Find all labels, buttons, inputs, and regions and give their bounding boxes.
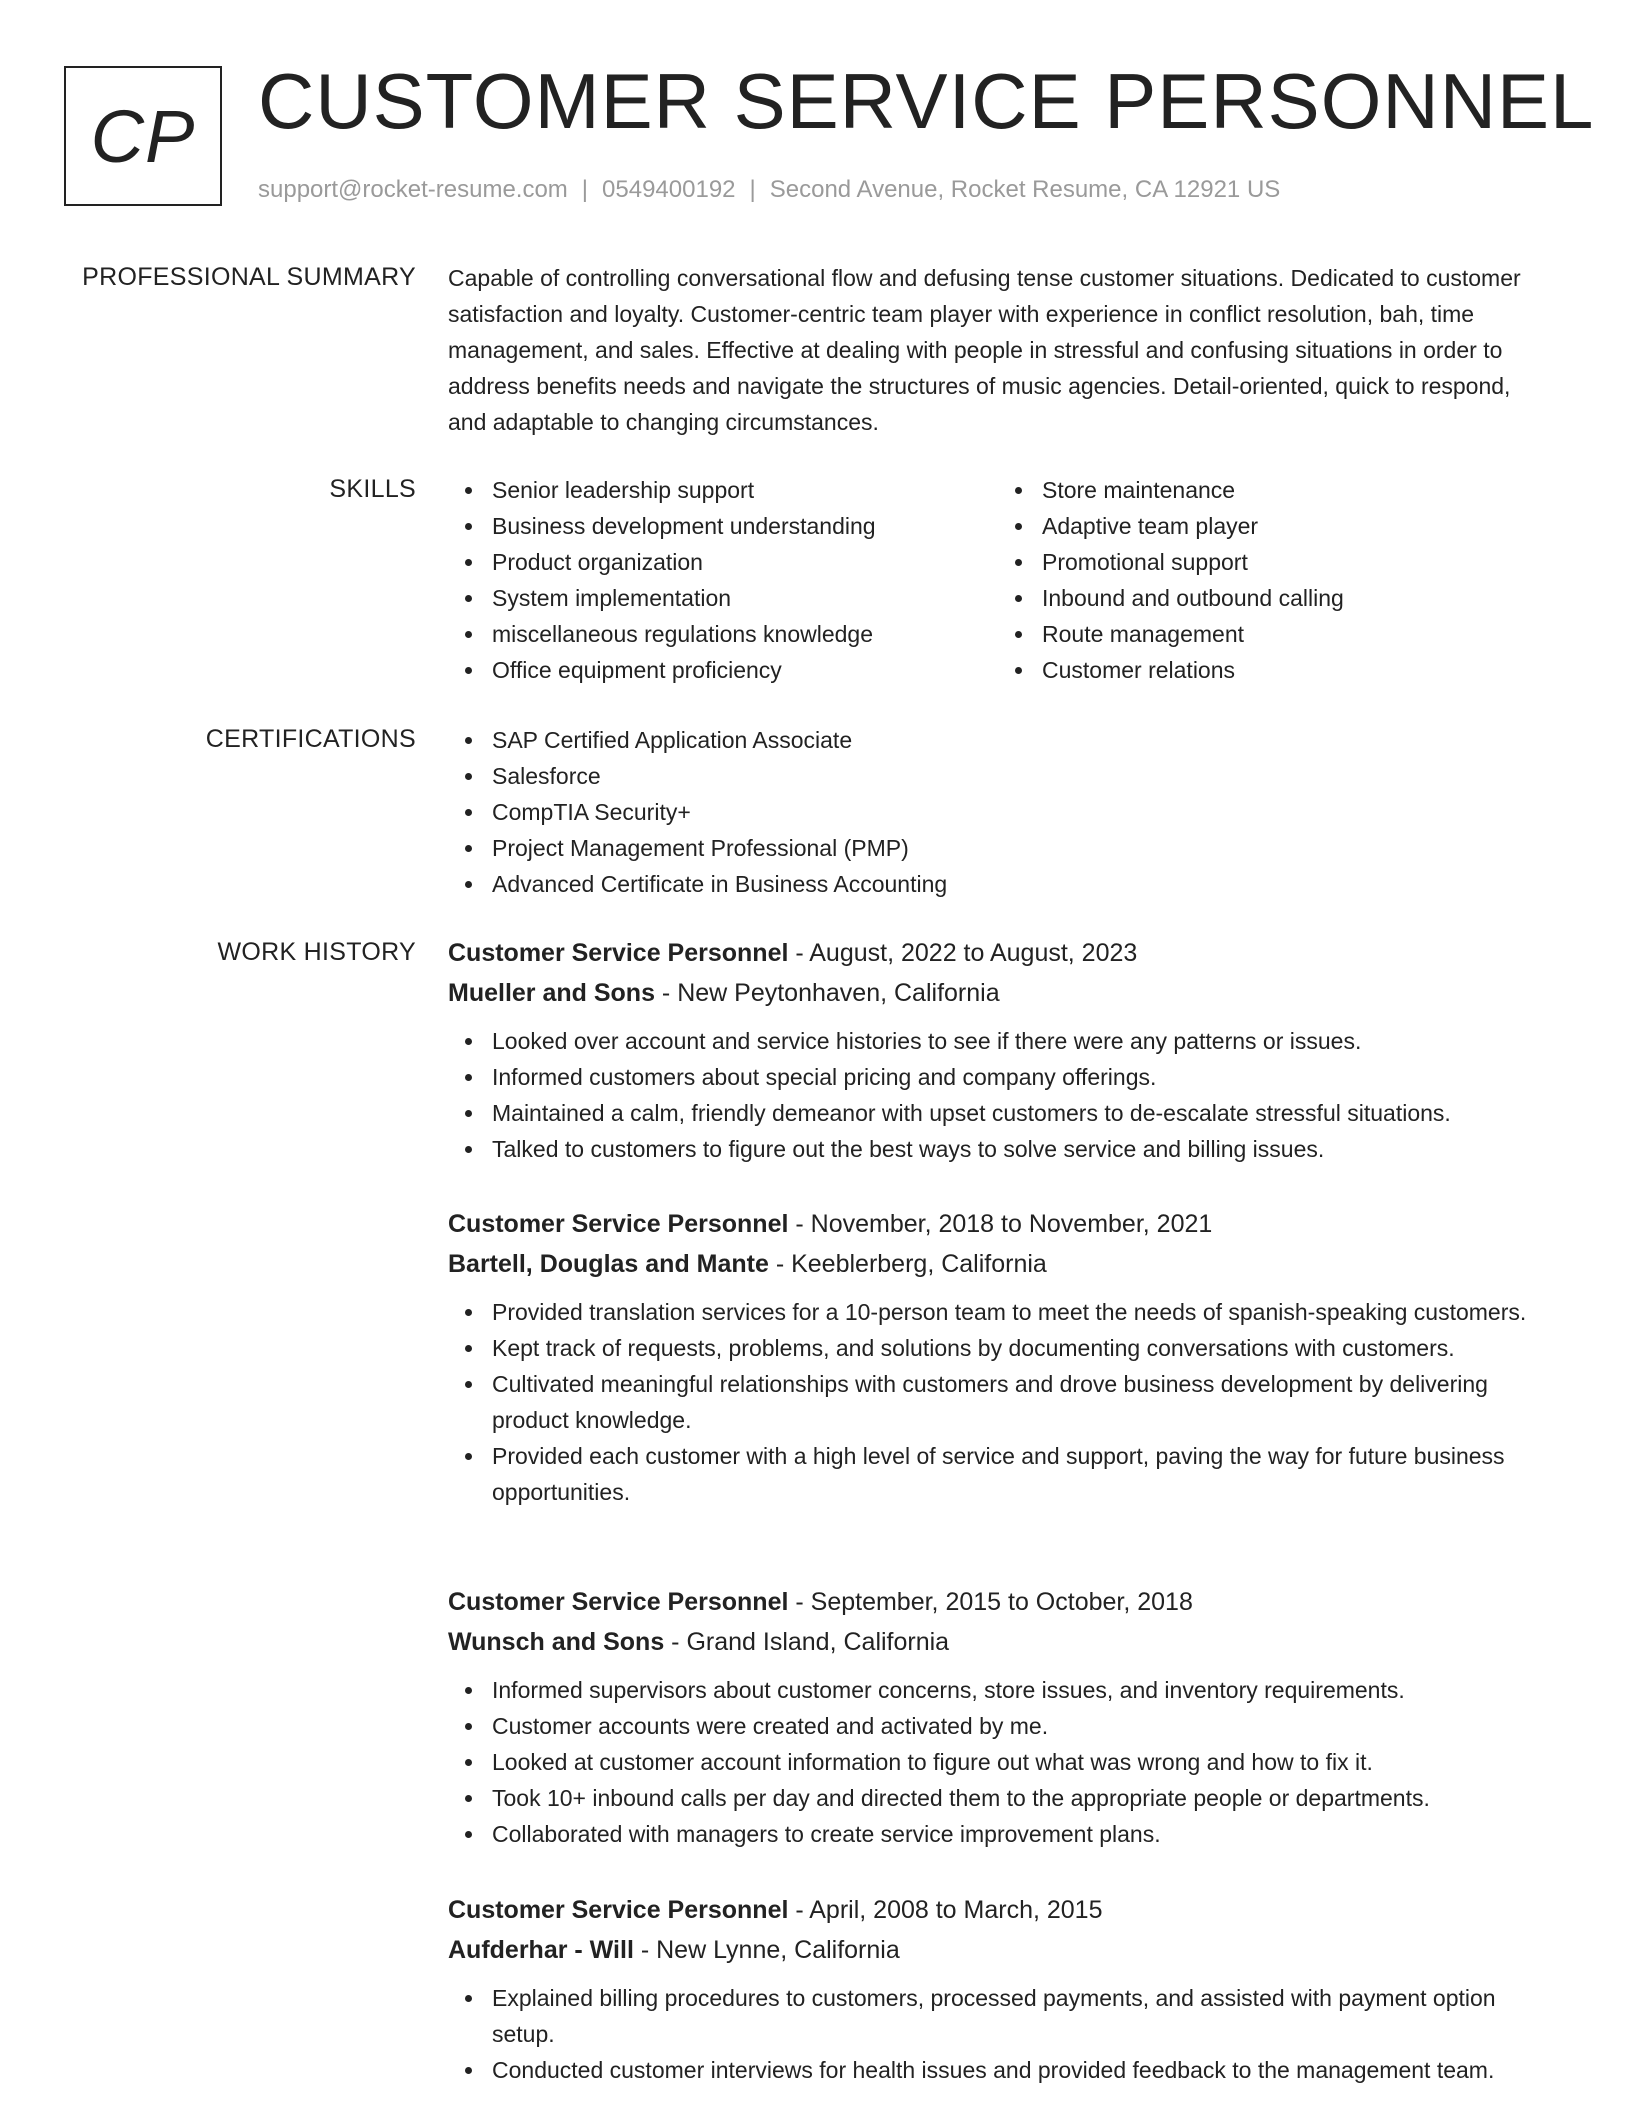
duty-item: Kept track of requests, problems, and solutions by documenting conversations with customers. — [448, 1330, 1548, 1366]
job-company-line — [448, 1930, 1548, 1970]
certifications-list — [448, 722, 1548, 902]
duty-item: Informed customers about special pricing and company offerings. — [448, 1059, 1548, 1095]
job-duties — [448, 1023, 1548, 1167]
skill-item: Route management — [998, 616, 1548, 652]
certification-item: SAP Certified Application Associate — [448, 722, 1548, 758]
duty-item: Informed supervisors about customer concerns, store issues, and inventory requirements. — [448, 1672, 1548, 1708]
job-company-line — [448, 973, 1548, 1013]
job-duties — [448, 1980, 1548, 2088]
skill-item: System implementation — [448, 580, 998, 616]
job-company: Mueller and Sons — [448, 979, 655, 1007]
section-label-work-history: WORK HISTORY — [217, 938, 416, 966]
job-company: Bartell, Douglas and Mante — [448, 1250, 769, 1278]
skill-item: Product organization — [448, 544, 998, 580]
job-title-line — [448, 1890, 1548, 1930]
certification-item: CompTIA Security+ — [448, 794, 1548, 830]
section-label-summary: PROFESSIONAL SUMMARY — [82, 263, 416, 291]
duty-item: Cultivated meaningful relationships with customers and drove business development by delivering product knowledge. — [448, 1366, 1548, 1438]
contact-separator: | — [581, 176, 589, 203]
job-entry — [448, 933, 1548, 1167]
skills-column-1 — [448, 472, 998, 688]
address: Second Avenue, Rocket Resume, CA 12921 US — [769, 176, 1281, 203]
job-location: - New Lynne, California — [633, 1936, 900, 1964]
job-company: Wunsch and Sons — [448, 1628, 665, 1656]
job-dates: - November, 2018 to November, 2021 — [788, 1210, 1213, 1238]
section-label-certifications: CERTIFICATIONS — [205, 725, 416, 753]
monogram-logo: CP — [64, 66, 222, 206]
page-title: CUSTOMER SERVICE PERSONNEL — [258, 57, 1595, 145]
job-entry — [448, 1582, 1548, 1852]
section-label-skills: SKILLS — [329, 475, 416, 503]
job-entry — [448, 1890, 1548, 2088]
skill-item: Office equipment proficiency — [448, 652, 998, 688]
skill-item: Promotional support — [998, 544, 1548, 580]
job-title: Customer Service Personnel — [448, 1210, 789, 1238]
job-location: - New Peytonhaven, California — [654, 979, 1000, 1007]
job-duties — [448, 1294, 1548, 1510]
job-dates: - April, 2008 to March, 2015 — [788, 1896, 1103, 1924]
duty-item: Looked at customer account information to figure out what was wrong and how to fix it. — [448, 1744, 1548, 1780]
job-company: Aufderhar - Will — [448, 1936, 634, 1964]
job-title-line — [448, 1204, 1548, 1244]
skill-item: Inbound and outbound calling — [998, 580, 1548, 616]
certification-item: Salesforce — [448, 758, 1548, 794]
job-dates: - September, 2015 to October, 2018 — [788, 1588, 1193, 1616]
duty-item: Customer accounts were created and activated by me. — [448, 1708, 1548, 1744]
duty-item: Took 10+ inbound calls per day and directed them to the appropriate people or departments. — [448, 1780, 1548, 1816]
skills-grid — [448, 472, 1548, 688]
skill-item: Adaptive team player — [998, 508, 1548, 544]
duty-item: Talked to customers to figure out the best ways to solve service and billing issues. — [448, 1131, 1548, 1167]
skills-column-2 — [998, 472, 1548, 688]
job-title: Customer Service Personnel — [448, 939, 789, 967]
job-title: Customer Service Personnel — [448, 1896, 789, 1924]
certification-item: Project Management Professional (PMP) — [448, 830, 1548, 866]
job-dates: - August, 2022 to August, 2023 — [788, 939, 1138, 967]
job-company-line — [448, 1244, 1548, 1284]
skills-section — [448, 472, 1548, 688]
skill-item: miscellaneous regulations knowledge — [448, 616, 998, 652]
duty-item: Collaborated with managers to create service improvement plans. — [448, 1816, 1548, 1852]
summary-text: Capable of controlling conversational flow and defusing tense customer situations. Dedicated to customer satisfaction and loyalty. Customer-centric team player with experience in conflict resolution, bah, time management, and sales. Effective at dealing with people in stressful and confusing situations in order to address benefits needs and navigate the structures of music agencies. Detail-oriented, quick to respond, and adaptable to changing circumstances. — [448, 265, 1521, 435]
job-location: - Grand Island, California — [664, 1628, 950, 1656]
duty-item: Looked over account and service histories to see if there were any patterns or issues. — [448, 1023, 1548, 1059]
duty-item: Conducted customer interviews for health issues and provided feedback to the management team. — [448, 2052, 1548, 2088]
duty-item: Maintained a calm, friendly demeanor with upset customers to de-escalate stressful situations. — [448, 1095, 1548, 1131]
duty-item: Provided translation services for a 10-person team to meet the needs of spanish-speaking customers. — [448, 1294, 1548, 1330]
skill-item: Customer relations — [998, 652, 1548, 688]
duty-item: Provided each customer with a high level of service and support, paving the way for future business opportunities. — [448, 1438, 1548, 1510]
certification-item: Advanced Certificate in Business Accounting — [448, 866, 1548, 902]
job-title-line — [448, 933, 1548, 973]
skill-item: Senior leadership support — [448, 472, 998, 508]
skill-item: Business development understanding — [448, 508, 998, 544]
job-title: Customer Service Personnel — [448, 1588, 789, 1616]
contact-line — [258, 174, 1280, 206]
job-title-line — [448, 1582, 1548, 1622]
skill-item: Store maintenance — [998, 472, 1548, 508]
email-link[interactable]: support@rocket-resume.com — [258, 176, 568, 203]
job-duties — [448, 1672, 1548, 1852]
certifications-section — [448, 722, 1548, 902]
job-company-line — [448, 1622, 1548, 1662]
summary-section — [448, 260, 1548, 440]
job-entry — [448, 1204, 1548, 1510]
job-location: - Keeblerberg, California — [768, 1250, 1047, 1278]
phone-number: 0549400192 — [602, 176, 736, 203]
duty-item: Explained billing procedures to customers, processed payments, and assisted with payment option setup. — [448, 1980, 1548, 2052]
contact-separator: | — [749, 176, 756, 203]
